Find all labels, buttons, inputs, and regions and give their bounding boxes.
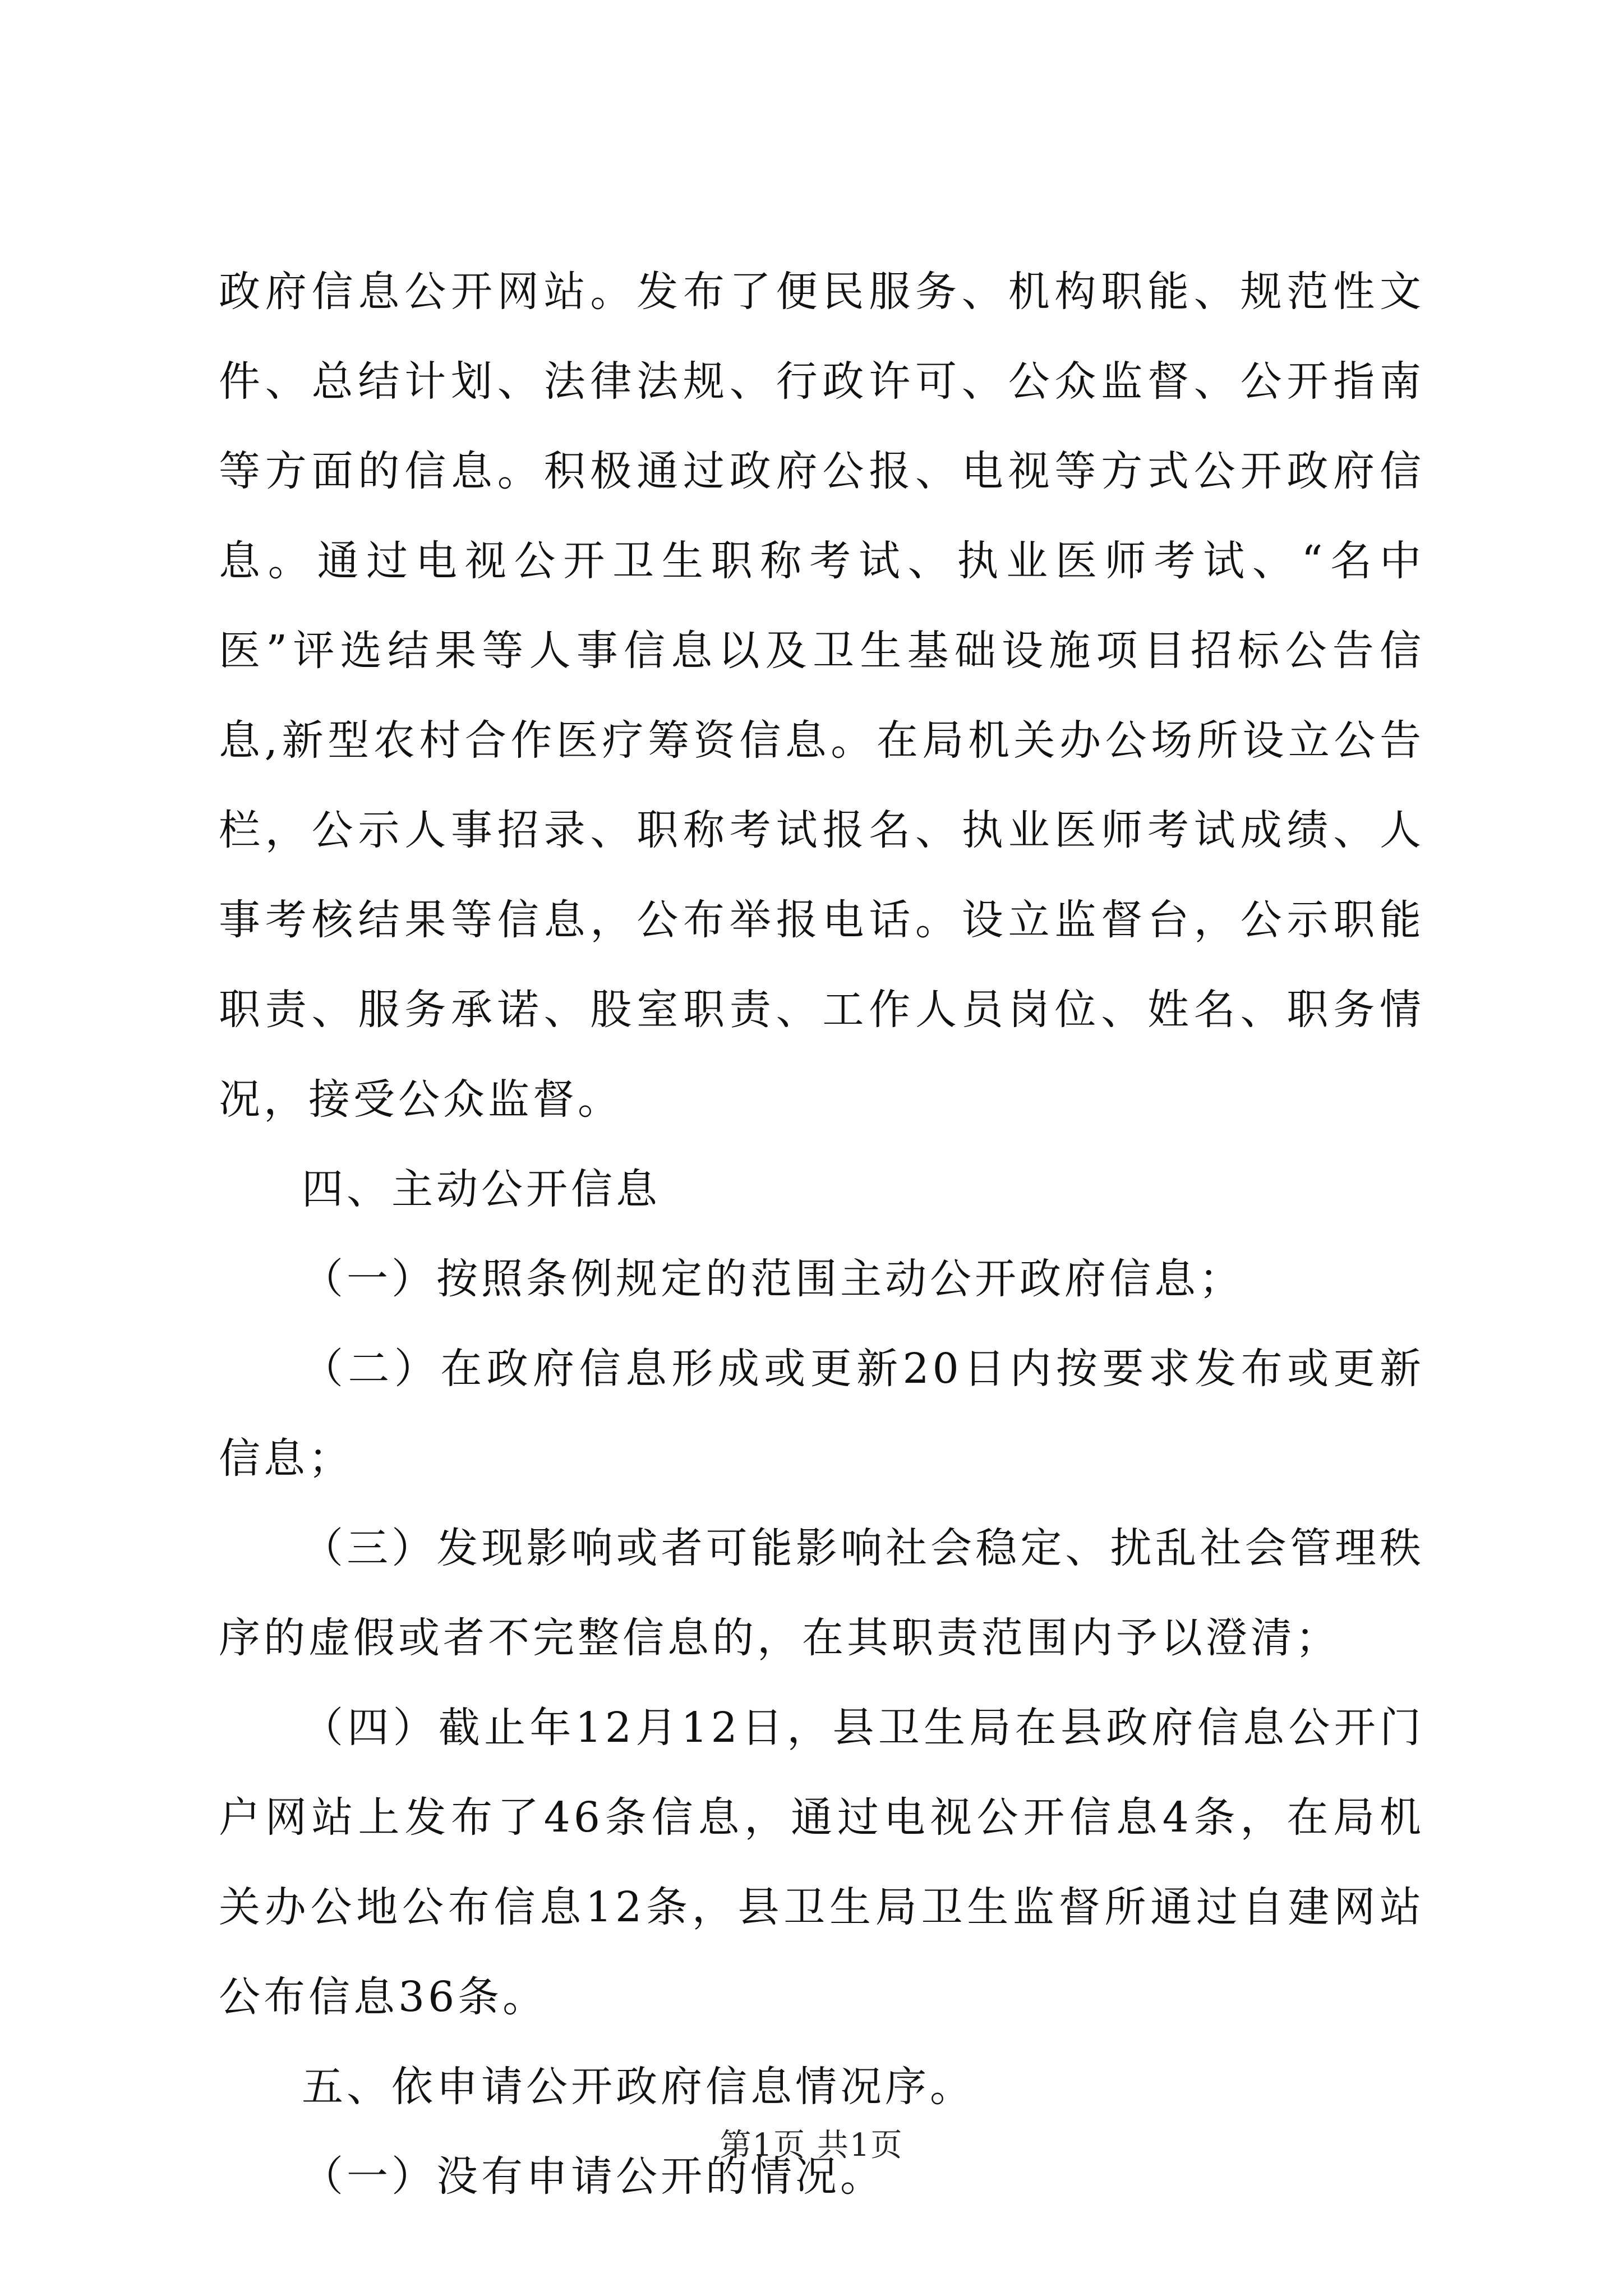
list-item-2: （二）在政府信息形成或更新20日内按要求发布或更新信息； bbox=[219, 1345, 1424, 1483]
section-heading-4: 四、主动公开信息 bbox=[302, 1165, 661, 1213]
paragraph-continuation: 政府信息公开网站。发布了便民服务、机构职能、规范性文件、总结计划、法律法规、行政许可、公众监督、公开指南等方面的信息。积极通过政府公报、电视等方式公开政府信息。通过电视公开卫生职称考试、执业医师考试、“名中医”评选结果等人事信息以及卫生基础设施项目招标公告信息,新型农村合作医疗筹资信息。在局机关办公场所设立公告栏，公示人事招录、职称考试报名、执业医师考试成绩、人事考核结果等信息，公布举报电话。设立监督台，公示职能职责、服务承诺、股室职责、工作人员岗位、姓名、职务情况，接受公众监督。 bbox=[219, 268, 1424, 1124]
list-item-4: （四）截止年12月12日，县卫生局在县政府信息公开门户网站上发布了46条信息，通过电视公开信息4条，在局机关办公地公布信息12条，县卫生局卫生监督所通过自建网站公布信息36条。 bbox=[219, 1704, 1424, 2021]
section-heading-5: 五、依申请公开政府信息情况序。 bbox=[302, 2063, 975, 2111]
list-item-5-1: （一）没有申请公开的情况。 bbox=[302, 2152, 885, 2201]
list-item-3: （三）发现影响或者可能影响社会稳定、扰乱社会管理秩序的虚假或者不完整信息的，在其职责范围内予以澄清； bbox=[219, 1524, 1424, 1662]
list-item-1: （一）按照条例规定的范围主动公开政府信息； bbox=[302, 1255, 1244, 1303]
document-body bbox=[219, 247, 1424, 2221]
page-footer: 第1页 共1页 bbox=[720, 2127, 903, 2164]
